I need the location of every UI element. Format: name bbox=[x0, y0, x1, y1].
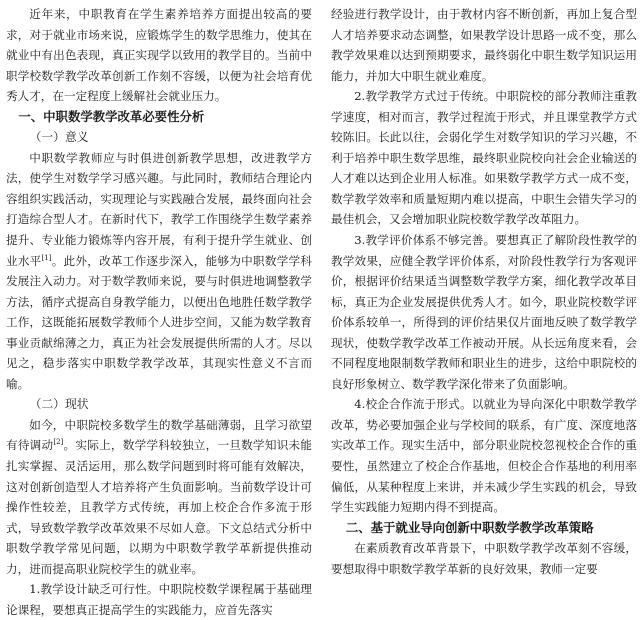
status-text-b: 。实际上，数学学科较独立，一旦数学知识未能扎实掌握、灵活运用，那么数学问题到时将可能有效解决，这对创新创造型人才培养将产生负面影响。当前数学设计可操作性较差，且教学方式传统，再加上校企合作多流于形式，导致数学教学改革效果不尽如人意。下文总结式分析中职数学教学常见问题，以期为中职数学教学革新提供推动力，进而提高职业院校学生的就业率。 bbox=[6, 438, 312, 576]
status-paragraph bbox=[6, 415, 312, 579]
problem-item-4: 4.校企合作流于形式。以就业为导向深化中职数学教学改革，势必要加强企业与学校间的联系，有广度、深度地落实改革工作。现实生活中，部分职业院校忽视校企合作的重要性，虽然建立了校企合作基地，但校企合作基地的利用率偏低，从某种程度上来讲，并未减少学生实践的机会，导致学生实践能力短期内得不到提高。 bbox=[331, 397, 637, 515]
strategy-intro-paragraph: 在素质教育改革背景下，中职数学教学改革刻不容缓，要想取得中职数学教学革新的良好效果，教师一定要 bbox=[331, 541, 637, 576]
right-column bbox=[331, 4, 637, 579]
section-heading-2: 二、基于就业导向创新中职数学教学改革策略 bbox=[345, 519, 594, 535]
significance-text-b: 。此外，改革工作逐步深入，能够为中职数学学科发展注入动力。对于数学教师来说，要与时俱进地调整教学方法，循序式提高自身教学能力，以便出色地胜任数学教学工作，这既能拓展数学教师个人进步空间，又能为数学教育事业贡献绵薄之力，真正为社会发展提供所需的人才。尽以见之，稳步落实中职数学教学改革，其现实性意义不言而喻。 bbox=[6, 253, 312, 391]
problem-item-2: 2.教学教学方式过于传统。中职院校的部分教师注重教学速度，相对而言，教学过程流于形式，并且课堂教学方式较陈旧。长此以往，会弱化学生对数学知识的学习兴趣，不利于培养中职生数学思维，最终职业院校向社会企业输送的人才难以达到企业用人标准。如果数学教学方式一成不变，数学教学效率和质量短期内难以提高，中职生会错失学习的最佳机会，又会增加职业院校数学教学改革阻力。 bbox=[331, 89, 637, 227]
problem-item-1: 1.教学设计缺乏可行性。中职院校数学课程属于基础理论课程，要想真正提高学生的实践能力，应首先落实 bbox=[6, 582, 312, 617]
status-text-a: 如今，中职院校多数学生的数学基础薄弱，且学习欲望有待调动 bbox=[6, 417, 312, 453]
significance-text-a: 中职数学教师应与时俱进创新教学思想，改进教学方法，使学生对数学学习感兴趣。与此同时，教师结合理论内容组织实践活动，实现理论与实践融合发展，最终面向社会打造综合型人才。在新时代下，教学工作围绕学生数学素养提升、专业能力锻炼等内容开展，有利于提升学生就业、创业水平 bbox=[6, 150, 312, 268]
citation-2: [2] bbox=[53, 438, 64, 447]
intro-paragraph: 近年来，中职教育在学生素养培养方面提出较高的要求，对于就业市场来说，应锻炼学生的数学思维力，使其在就业中有出色表现，真正实现学以致用的教学目的。当前中职学校数学教学改革创新工作刻不容缓，以便为社会培育优秀人才，在一定程度上缓解社会就业压力。 bbox=[6, 7, 312, 104]
problem-item-1-continued: 经验进行教学设计，由于教材内容不断创新，再加上复合型人才培养要求动态调整，如果教学设计思路一成不变，那么教学效果难以达到预期要求，最终弱化中职生数学知识运用能力，并加大中职生就业难度。 bbox=[331, 7, 637, 83]
citation-1: [1] bbox=[41, 253, 52, 262]
significance-paragraph bbox=[6, 148, 312, 395]
subsection-heading-significance: （一）意义 bbox=[29, 130, 89, 145]
subsection-heading-status: （二）现状 bbox=[29, 397, 89, 412]
left-column bbox=[6, 4, 312, 620]
problem-item-3: 3.教学评价体系不够完善。要想真正了解阶段性教学的教学效果，应健全教学评价体系，对阶段性教学行为客观评价，根据评价结果适当调整数学教学方案，细化教学改革目标，真正为企业发展提供优秀人才。如今，职业院校数学评价体系较单一，所得到的评价结果仅片面地反映了数学教学现状，使数学教学改革工作被动开展。从长远角度来看，会不同程度地限制数学教师和职业生的进步，这给中职院校的良好形象树立、数学教学深化带来了负面影响。 bbox=[331, 233, 637, 391]
section-heading-1: 一、中职数学教学改革必要性分析 bbox=[18, 108, 205, 124]
